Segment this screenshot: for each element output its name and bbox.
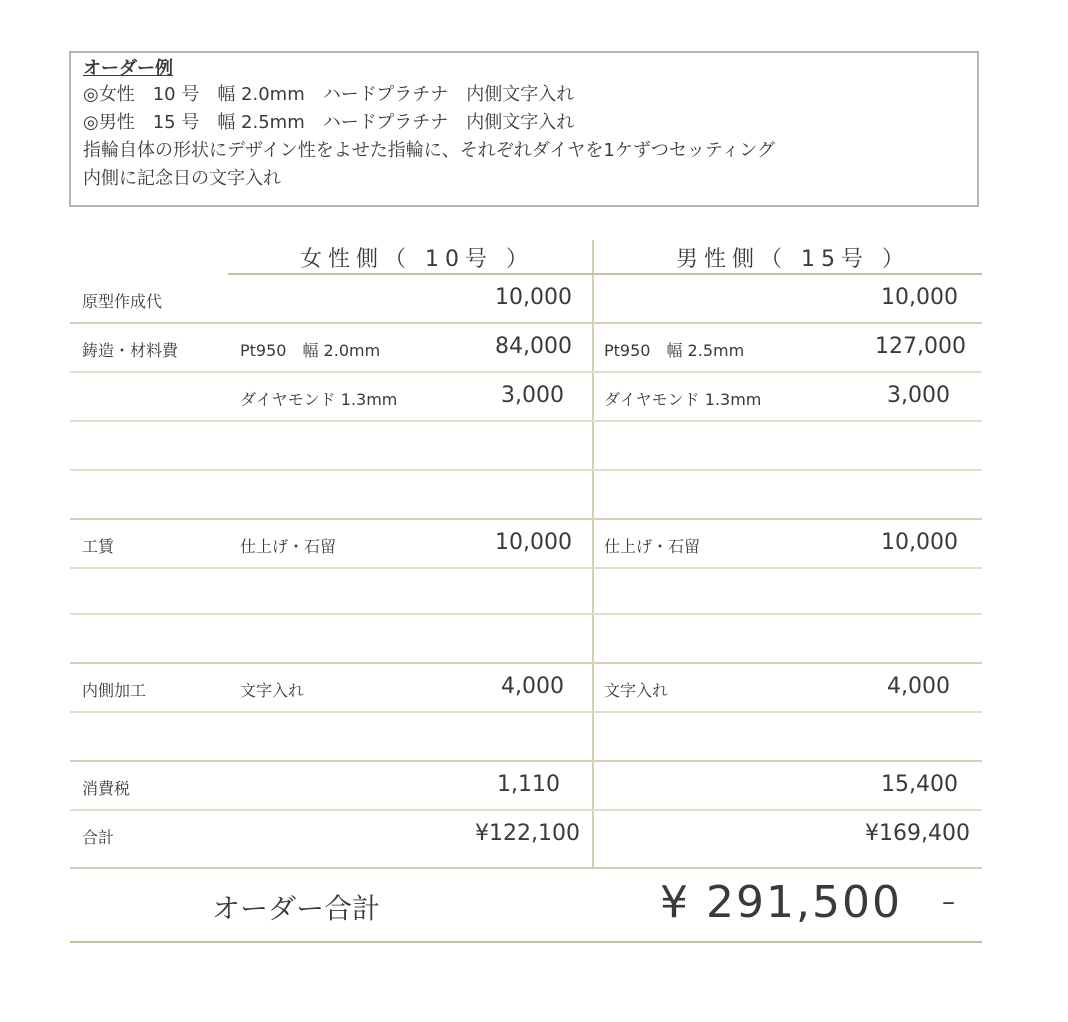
table-row-labor-empty-2 [70,615,982,664]
table-row-casting-diamond [70,373,982,422]
male-amount-subtotal: ¥169,400 [865,821,970,846]
female-desc-inner: 文字入れ [240,681,305,700]
order-total-row [70,867,982,943]
female-amount-inner: 4,000 [501,674,564,699]
male-amount-tax: 15,400 [881,772,958,797]
price-table [70,240,982,860]
order-example-box [69,51,979,207]
male-desc-diamond: ダイヤモンド 1.3mm [604,390,762,409]
female-amount-tax: 1,110 [497,772,560,797]
order-example-title: オーダー例 [83,58,173,79]
table-row-labor-empty-1 [70,569,982,615]
female-amount-diamond: 3,000 [501,383,564,408]
order-total-value: ¥ 291,500 [660,877,902,928]
male-amount-labor: 10,000 [881,530,958,555]
female-desc-platinum: Pt950 幅 2.0mm [240,341,381,360]
table-row-tax [70,762,982,811]
female-desc-diamond: ダイヤモンド 1.3mm [240,390,398,409]
table-row-prototype [70,275,982,324]
category-inner: 内側加工 [82,681,147,700]
male-amount-inner: 4,000 [887,674,950,699]
order-example-line-engraving: 内側に記念日の文字入れ [83,168,281,189]
table-row-casting-empty-1 [70,422,982,471]
order-total-suffix: – [942,887,955,917]
female-amount-prototype: 10,000 [495,285,572,310]
table-row-casting-empty-2 [70,471,982,520]
header-male: 男性側（ 15号 ） [676,247,910,272]
female-amount-subtotal: ¥122,100 [475,821,580,846]
table-row-subtotal [70,811,982,860]
male-desc-inner: 文字入れ [604,681,669,700]
category-casting: 鋳造・材料費 [82,341,179,360]
male-desc-platinum: Pt950 幅 2.5mm [604,341,745,360]
header-female: 女性側（ 10号 ） [300,247,534,272]
category-labor: 工賃 [82,537,115,556]
order-total-label: オーダー合計 [212,892,381,925]
table-header [228,240,982,275]
category-prototype: 原型作成代 [82,292,163,311]
order-example-line-female: ◎女性 10 号 幅 2.0mm ハードプラチナ 内側文字入れ [83,84,575,105]
female-amount-platinum: 84,000 [495,334,572,359]
male-desc-labor: 仕上げ・石留 [604,537,701,556]
table-row-inner-empty [70,713,982,762]
male-amount-diamond: 3,000 [887,383,950,408]
category-tax: 消費税 [82,779,131,798]
male-amount-prototype: 10,000 [881,285,958,310]
category-subtotal: 合計 [82,828,115,847]
order-example-line-male: ◎男性 15 号 幅 2.5mm ハードプラチナ 内側文字入れ [83,112,575,133]
table-row-casting-platinum [70,324,982,373]
male-amount-platinum: 127,000 [875,334,966,359]
female-desc-labor: 仕上げ・石留 [240,537,337,556]
order-example-line-design: 指輪自体の形状にデザイン性をよせた指輪に、それぞれダイヤを1ケずつセッティング [83,140,776,161]
table-row-labor [70,520,982,569]
table-row-inner [70,664,982,713]
female-amount-labor: 10,000 [495,530,572,555]
